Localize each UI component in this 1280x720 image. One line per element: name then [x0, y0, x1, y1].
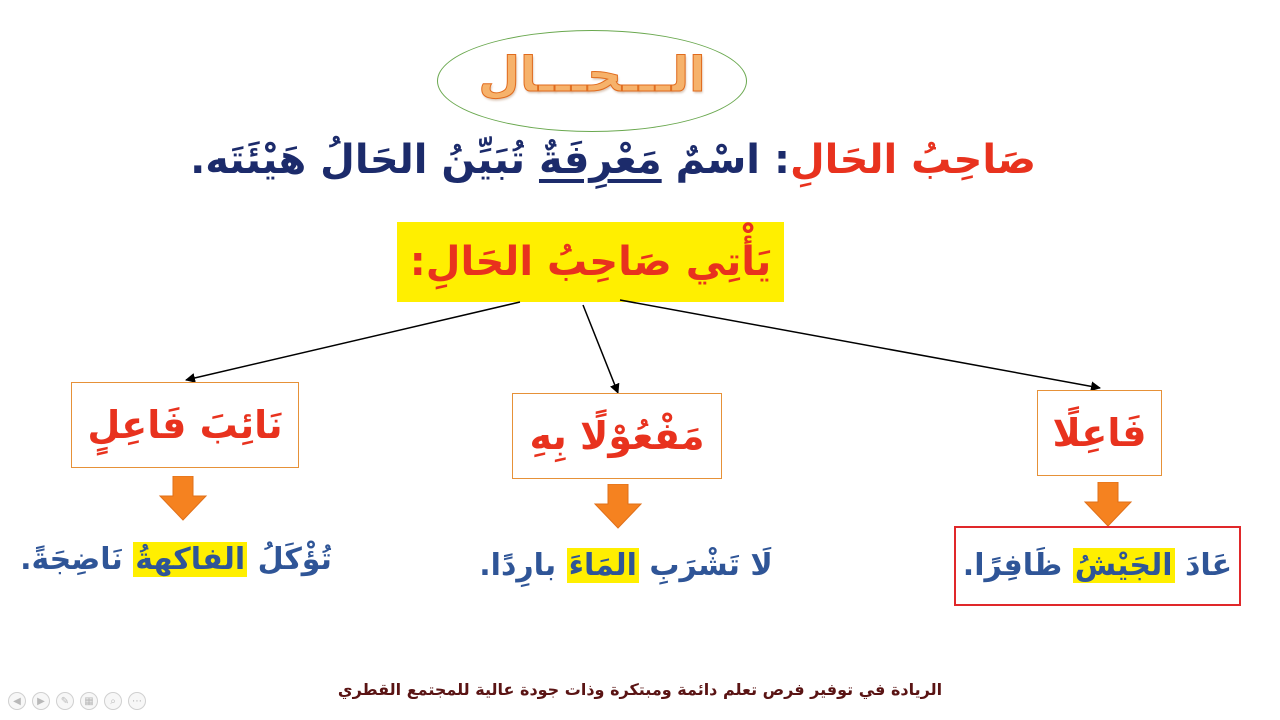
slideshow-toolbar — [8, 692, 146, 710]
prev-icon[interactable]: ◀ — [8, 692, 26, 710]
definition-post: تُبَيِّنُ الحَالُ هَيْئَتَه. — [190, 137, 539, 183]
definition-underlined: مَعْرِفَةٌ — [538, 137, 662, 183]
example-sentence — [20, 542, 332, 577]
example-highlight: المَاءَ — [568, 548, 637, 583]
example-highlight: الجَيْشُ — [1074, 548, 1173, 583]
example-post: ظَافِرًا. — [962, 548, 1073, 583]
example-pre: لَا تَشْرَبِ — [638, 548, 773, 583]
zoom-icon[interactable]: ⌕ — [104, 692, 122, 710]
definition-pre: اسْمٌ — [661, 137, 774, 183]
category-box-naaib-faael: نَائِبَ فَاعِلٍ — [71, 382, 299, 468]
arrow-to-faaelan — [620, 300, 1100, 388]
arrow-to-mafoolan — [583, 305, 618, 393]
category-box-faaelan: فَاعِلًا — [1037, 390, 1162, 476]
down-arrow-icon — [1083, 482, 1133, 528]
slide-title: الـــحـــال — [478, 47, 706, 103]
arrow-to-naaib — [186, 302, 520, 380]
example-box-faaelan — [954, 526, 1241, 606]
pen-icon[interactable]: ✎ — [56, 692, 74, 710]
category-box-mafoolan-bihi: مَفْعُوْلًا بِهِ — [512, 393, 722, 479]
definition-term: صَاحِبُ الحَالِ — [789, 137, 1036, 183]
example-pre: عَادَ — [1174, 548, 1233, 583]
slides-icon[interactable]: ▦ — [80, 692, 98, 710]
example-highlight: الفاكهةُ — [135, 542, 246, 577]
down-arrow-icon — [593, 484, 643, 530]
next-icon[interactable]: ▶ — [32, 692, 50, 710]
example-post: نَاضِجَةً. — [20, 542, 134, 577]
example-naaib — [10, 534, 342, 586]
example-mafoolan — [462, 540, 790, 592]
example-post: بارِدًا. — [479, 548, 567, 583]
more-icon[interactable]: ⋯ — [128, 692, 146, 710]
footer-slogan: الريادة في توفير فرص تعلم دائمة ومبتكرة وذات جودة عالية للمجتمع القطري — [337, 680, 943, 699]
definition-colon: : — [773, 137, 790, 183]
example-sentence — [479, 548, 772, 583]
down-arrow-icon — [158, 476, 208, 522]
example-sentence — [963, 540, 1232, 592]
example-pre: تُؤْكَلُ — [247, 542, 332, 577]
heading-banner: يَأْتِي صَاحِبُ الحَالِ: — [397, 222, 784, 302]
